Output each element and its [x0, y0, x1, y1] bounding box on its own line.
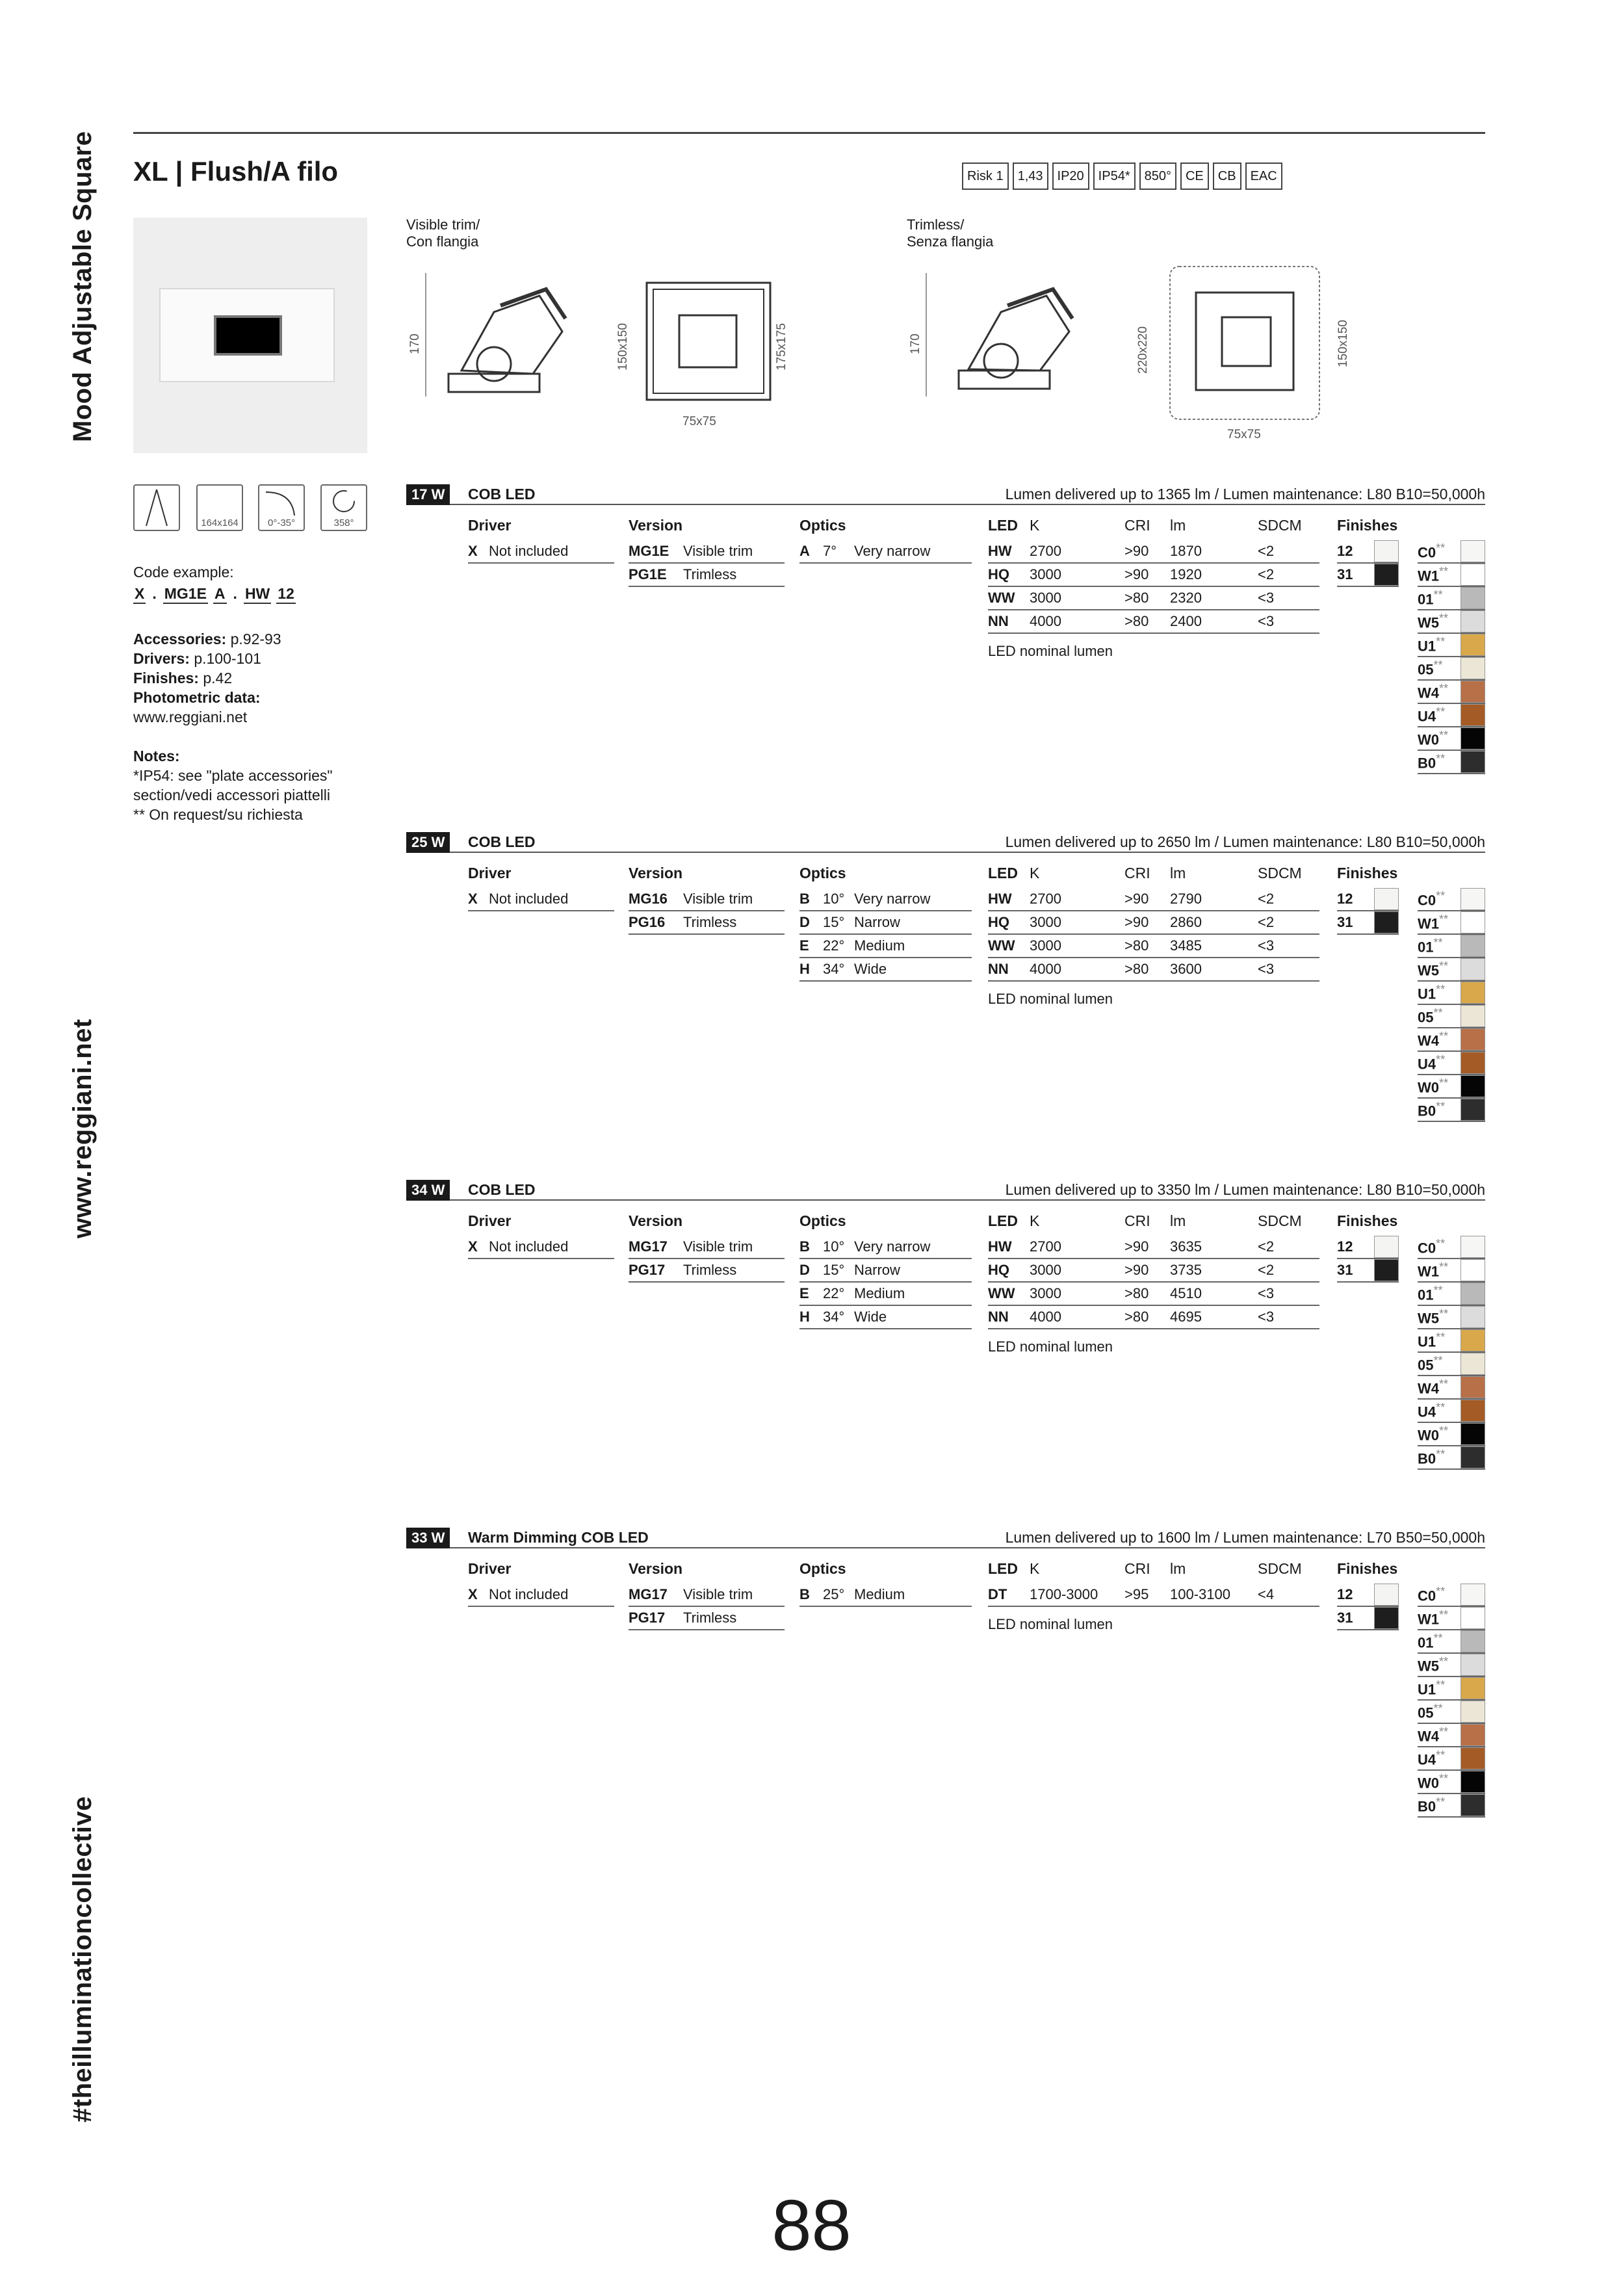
finish-swatch: [1461, 1306, 1485, 1328]
finish-row: B0**: [1418, 1794, 1485, 1818]
finish-swatch: [1461, 958, 1485, 980]
finishes-header: Finishes: [1337, 1560, 1398, 1577]
product-section: [406, 832, 1485, 1170]
driver-row: X Not included: [468, 1236, 614, 1259]
product-section: [406, 1528, 1485, 1866]
dim-d: 220x220: [1136, 326, 1150, 374]
optics-column: [799, 515, 972, 564]
optics-column: [799, 1211, 972, 1329]
finishes-column: [1337, 863, 1402, 935]
led-column: [988, 1559, 1319, 1633]
led-type: Warm Dimming COB LED: [468, 1529, 649, 1546]
finish-swatch: [1461, 1075, 1485, 1097]
finish-row: 12: [1337, 540, 1399, 564]
finish-row: W5**: [1418, 1654, 1485, 1677]
finish-row: 05**: [1418, 1005, 1485, 1028]
version-header: Version: [629, 865, 683, 881]
dim-h2: 170: [909, 333, 922, 354]
finish-swatch: [1461, 634, 1485, 656]
finish-swatch: [1461, 1771, 1485, 1793]
finish-row: 05**: [1418, 1701, 1485, 1724]
finish-row: W5**: [1418, 610, 1485, 634]
finish-swatch: [1461, 935, 1485, 957]
finish-row: U4**: [1418, 1747, 1485, 1771]
finish-row: U1**: [1418, 634, 1485, 657]
section-header: [406, 832, 1485, 853]
cert-badge: IP54*: [1093, 163, 1136, 190]
driver-header: Driver: [468, 1212, 512, 1229]
finish-swatch: [1461, 982, 1485, 1004]
finish-row: W0**: [1418, 1075, 1485, 1099]
info-block: Accessories: p.92-93 Drivers: p.100-101 Finishes: p.42 Photometric data: www.reggiani.net Notes: *IP54: see "plate accessories" section/vedi accessori piattelli ** On request/su richiesta: [133, 631, 333, 823]
product-section: [406, 1180, 1485, 1518]
finish-swatch: [1461, 564, 1485, 586]
finish-swatch: [1374, 1607, 1399, 1629]
finish-swatch: [1461, 1724, 1485, 1746]
finishes-on-request-column: [1418, 888, 1485, 1122]
version-row: MG17 Visible trim: [629, 1236, 785, 1259]
cert-badge: EAC: [1245, 163, 1282, 190]
finish-row: W1**: [1418, 564, 1485, 587]
finish-swatch: [1461, 1028, 1485, 1050]
side-family-text: Mood Adjustable Square: [68, 131, 97, 442]
led-nominal-note: LED nominal lumen: [988, 643, 1113, 659]
finish-swatch: [1461, 1747, 1485, 1769]
rotation-icon: 358°: [320, 484, 367, 531]
finish-row: 01**: [1418, 935, 1485, 958]
led-row: HW 2700 >90 2790 <2: [988, 888, 1319, 911]
finishes-header: Finishes: [1337, 517, 1398, 534]
optics-column: [799, 863, 972, 982]
finish-swatch: [1374, 540, 1399, 562]
finish-swatch: [1461, 1236, 1485, 1258]
finish-row: W5**: [1418, 958, 1485, 982]
optics-row: A 7° Very narrow: [799, 540, 972, 564]
dim-c: 75x75: [682, 415, 716, 428]
trimless-label: Trimless/ Senza flangia: [907, 216, 994, 250]
cert-icons: [962, 163, 1282, 190]
driver-header: Driver: [468, 1560, 512, 1577]
finish-swatch: [1461, 610, 1485, 633]
wattage-badge: 17 W: [406, 484, 450, 505]
version-row: PG17 Trimless: [629, 1259, 785, 1283]
product-section: [406, 484, 1485, 822]
page-title: XL | Flush/A filo: [133, 156, 339, 187]
finishes-column: [1337, 1211, 1402, 1283]
finish-swatch: [1461, 1677, 1485, 1699]
cutout-icon: 164x164: [196, 484, 243, 531]
finishes-column: [1337, 1559, 1402, 1630]
finish-row: U1**: [1418, 1329, 1485, 1353]
finish-swatch: [1461, 587, 1485, 609]
dim-b: 175x175: [775, 323, 788, 371]
code-part: A: [213, 585, 227, 604]
finish-row: 05**: [1418, 657, 1485, 681]
lumen-info: Lumen delivered up to 1600 lm / Lumen maintenance: L70 B50=50,000h: [1005, 1529, 1485, 1546]
led-row: NN 4000 >80 3600 <3: [988, 958, 1319, 982]
optics-row: B 10° Very narrow: [799, 888, 972, 911]
finish-swatch: [1461, 888, 1485, 910]
version-column: [629, 863, 785, 935]
cert-badge: CB: [1213, 163, 1241, 190]
driver-column: [468, 515, 614, 564]
finish-swatch: [1374, 888, 1399, 910]
finish-row: W5**: [1418, 1306, 1485, 1329]
finish-row: C0**: [1418, 540, 1485, 564]
driver-row: X Not included: [468, 540, 614, 564]
trim-front-drawing: [624, 273, 799, 403]
finishes-on-request-column: [1418, 540, 1485, 774]
finishes-header: Finishes: [1337, 865, 1398, 881]
led-row: WW 3000 >80 2320 <3: [988, 587, 1319, 610]
finish-swatch: [1461, 1283, 1485, 1305]
finish-row: B0**: [1418, 751, 1485, 774]
version-column: [629, 1211, 785, 1283]
finish-row: 05**: [1418, 1353, 1485, 1376]
led-header: LED K CRI lm SDCM: [988, 1560, 1302, 1577]
version-column: [629, 1559, 785, 1630]
led-row: WW 3000 >80 3485 <3: [988, 935, 1319, 958]
finish-row: 31: [1337, 911, 1399, 935]
finish-row: W0**: [1418, 1771, 1485, 1794]
driver-column: [468, 1211, 614, 1259]
wattage-badge: 34 W: [406, 1180, 450, 1201]
finish-swatch: [1461, 1052, 1485, 1074]
version-column: [629, 515, 785, 587]
cert-badge: CE: [1180, 163, 1209, 190]
led-header: LED K CRI lm SDCM: [988, 865, 1302, 881]
finish-swatch: [1374, 564, 1399, 586]
cert-badge: 1,43: [1013, 163, 1048, 190]
code-part: X: [133, 585, 146, 604]
tilt-icon: 0°-35°: [258, 484, 305, 531]
version-row: PG16 Trimless: [629, 911, 785, 935]
led-header: LED K CRI lm SDCM: [988, 517, 1302, 534]
dim-f: 75x75: [1227, 428, 1261, 441]
dim-h1: 170: [408, 333, 422, 354]
led-nominal-note: LED nominal lumen: [988, 1616, 1113, 1632]
dim-e: 150x150: [1336, 320, 1350, 367]
trim-side-drawing: [422, 273, 585, 403]
section-header: [406, 1180, 1485, 1201]
finish-swatch: [1461, 657, 1485, 679]
finish-row: B0**: [1418, 1446, 1485, 1470]
version-header: Version: [629, 517, 683, 534]
led-nominal-note: LED nominal lumen: [988, 991, 1113, 1007]
trim-label: Visible trim/ Con flangia: [406, 216, 480, 250]
finish-row: 12: [1337, 888, 1399, 911]
lumen-info: Lumen delivered up to 1365 lm / Lumen maintenance: L80 B10=50,000h: [1005, 486, 1485, 502]
optics-header: Optics: [799, 517, 846, 534]
version-header: Version: [629, 1560, 683, 1577]
finish-row: C0**: [1418, 1584, 1485, 1607]
finish-row: U4**: [1418, 1400, 1485, 1423]
finish-swatch: [1461, 1099, 1485, 1121]
page-number: 88: [772, 2185, 851, 2265]
finishes-header: Finishes: [1337, 1212, 1398, 1229]
finish-row: U1**: [1418, 1677, 1485, 1701]
finishes-on-request-column: [1418, 1236, 1485, 1470]
finish-row: W4**: [1418, 681, 1485, 704]
finish-row: B0**: [1418, 1099, 1485, 1122]
finish-swatch: [1461, 1794, 1485, 1816]
dim-a: 150x150: [616, 323, 630, 371]
finish-row: 12: [1337, 1584, 1399, 1607]
led-row: HQ 3000 >90 3735 <2: [988, 1259, 1319, 1283]
led-column: [988, 1211, 1319, 1355]
finish-row: 01**: [1418, 1630, 1485, 1654]
optics-row: D 15° Narrow: [799, 911, 972, 935]
version-header: Version: [629, 1212, 683, 1229]
driver-column: [468, 863, 614, 911]
finish-swatch: [1461, 1584, 1485, 1606]
led-row: HW 2700 >90 1870 <2: [988, 540, 1319, 564]
cert-badge: 850°: [1139, 163, 1176, 190]
finish-swatch: [1461, 1701, 1485, 1723]
finish-swatch: [1461, 1607, 1485, 1629]
led-row: DT 1700-3000 >95 100-3100 <4: [988, 1584, 1319, 1607]
cert-badge: Risk 1: [962, 163, 1009, 190]
code-part: MG1E: [163, 585, 208, 604]
finish-swatch: [1461, 1376, 1485, 1398]
version-row: MG1E Visible trim: [629, 540, 785, 564]
wattage-badge: 25 W: [406, 832, 450, 853]
finish-swatch: [1461, 704, 1485, 726]
code-example: [133, 585, 296, 604]
finish-swatch: [1374, 911, 1399, 933]
finish-row: W4**: [1418, 1376, 1485, 1400]
trimless-front-drawing: [1157, 260, 1332, 423]
lumen-info: Lumen delivered up to 3350 lm / Lumen maintenance: L80 B10=50,000h: [1005, 1181, 1485, 1198]
led-header: LED K CRI lm SDCM: [988, 1212, 1302, 1229]
section-header: [406, 484, 1485, 505]
finish-row: W1**: [1418, 1259, 1485, 1283]
finish-swatch: [1461, 751, 1485, 773]
optics-column: [799, 1559, 972, 1607]
optics-row: D 15° Narrow: [799, 1259, 972, 1283]
finish-row: 31: [1337, 564, 1399, 587]
section-header: [406, 1528, 1485, 1548]
version-row: MG16 Visible trim: [629, 888, 785, 911]
driver-header: Driver: [468, 865, 512, 881]
finish-row: 01**: [1418, 1283, 1485, 1306]
version-row: PG17 Trimless: [629, 1607, 785, 1630]
optics-header: Optics: [799, 865, 846, 881]
finish-swatch: [1461, 1329, 1485, 1351]
led-row: HQ 3000 >90 2860 <2: [988, 911, 1319, 935]
finish-row: W1**: [1418, 911, 1485, 935]
driver-column: [468, 1559, 614, 1607]
led-nominal-note: LED nominal lumen: [988, 1338, 1113, 1355]
finish-swatch: [1461, 1353, 1485, 1375]
finish-row: 12: [1337, 1236, 1399, 1259]
led-type: COB LED: [468, 833, 536, 850]
cert-badge: IP20: [1052, 163, 1089, 190]
optics-header: Optics: [799, 1212, 846, 1229]
finish-row: W0**: [1418, 727, 1485, 751]
code-example-label: Code example:: [133, 564, 234, 581]
code-part: .: [233, 585, 237, 602]
finish-swatch: [1461, 1400, 1485, 1422]
finish-swatch: [1461, 727, 1485, 750]
finish-row: W4**: [1418, 1724, 1485, 1747]
finish-swatch: [1461, 1654, 1485, 1676]
wattage-badge: 33 W: [406, 1528, 450, 1548]
finish-row: U1**: [1418, 982, 1485, 1005]
optics-row: B 25° Medium: [799, 1584, 972, 1607]
finish-swatch: [1461, 1259, 1485, 1281]
driver-row: X Not included: [468, 888, 614, 911]
beam-icon: [133, 484, 180, 531]
finish-row: 01**: [1418, 587, 1485, 610]
finish-swatch: [1461, 681, 1485, 703]
led-column: [988, 515, 1319, 660]
led-type: COB LED: [468, 1181, 536, 1198]
optics-row: B 10° Very narrow: [799, 1236, 972, 1259]
finish-row: 31: [1337, 1259, 1399, 1283]
optics-row: E 22° Medium: [799, 935, 972, 958]
led-row: NN 4000 >80 4695 <3: [988, 1306, 1319, 1329]
driver-header: Driver: [468, 517, 512, 534]
led-row: WW 3000 >80 4510 <3: [988, 1283, 1319, 1306]
finish-swatch: [1374, 1259, 1399, 1281]
led-type: COB LED: [468, 486, 536, 502]
code-part: 12: [276, 585, 296, 604]
finish-row: W4**: [1418, 1028, 1485, 1052]
finish-swatch: [1461, 540, 1485, 562]
code-part: HW: [244, 585, 271, 604]
optics-header: Optics: [799, 1560, 846, 1577]
finishes-on-request-column: [1418, 1584, 1485, 1818]
optics-row: H 34° Wide: [799, 1306, 972, 1329]
finish-row: C0**: [1418, 888, 1485, 911]
finish-swatch: [1461, 1446, 1485, 1468]
version-row: PG1E Trimless: [629, 564, 785, 587]
side-website-text[interactable]: www.reggiani.net: [68, 1019, 97, 1238]
led-column: [988, 863, 1319, 1008]
code-part: .: [152, 585, 157, 602]
finish-row: C0**: [1418, 1236, 1485, 1259]
optics-row: H 34° Wide: [799, 958, 972, 982]
finish-row: U4**: [1418, 704, 1485, 727]
led-row: HW 2700 >90 3635 <2: [988, 1236, 1319, 1259]
finish-swatch: [1374, 1236, 1399, 1258]
optics-row: E 22° Medium: [799, 1283, 972, 1306]
side-hashtag-text: #theilluminationcollective: [68, 1795, 97, 2122]
led-row: HQ 3000 >90 1920 <2: [988, 564, 1319, 587]
finish-swatch: [1461, 1005, 1485, 1027]
finish-swatch: [1374, 1584, 1399, 1606]
lumen-info: Lumen delivered up to 2650 lm / Lumen maintenance: L80 B10=50,000h: [1005, 833, 1485, 850]
product-photo: [133, 218, 367, 453]
finish-row: W0**: [1418, 1423, 1485, 1446]
top-rule: [133, 132, 1485, 134]
led-row: NN 4000 >80 2400 <3: [988, 610, 1319, 634]
finish-row: 31: [1337, 1607, 1399, 1630]
finish-swatch: [1461, 911, 1485, 933]
trimless-side-drawing: [923, 273, 1085, 403]
finish-swatch: [1461, 1630, 1485, 1652]
driver-row: X Not included: [468, 1584, 614, 1607]
finishes-column: [1337, 515, 1402, 587]
finish-swatch: [1461, 1423, 1485, 1445]
version-row: MG17 Visible trim: [629, 1584, 785, 1607]
finish-row: W1**: [1418, 1607, 1485, 1630]
finish-row: U4**: [1418, 1052, 1485, 1075]
